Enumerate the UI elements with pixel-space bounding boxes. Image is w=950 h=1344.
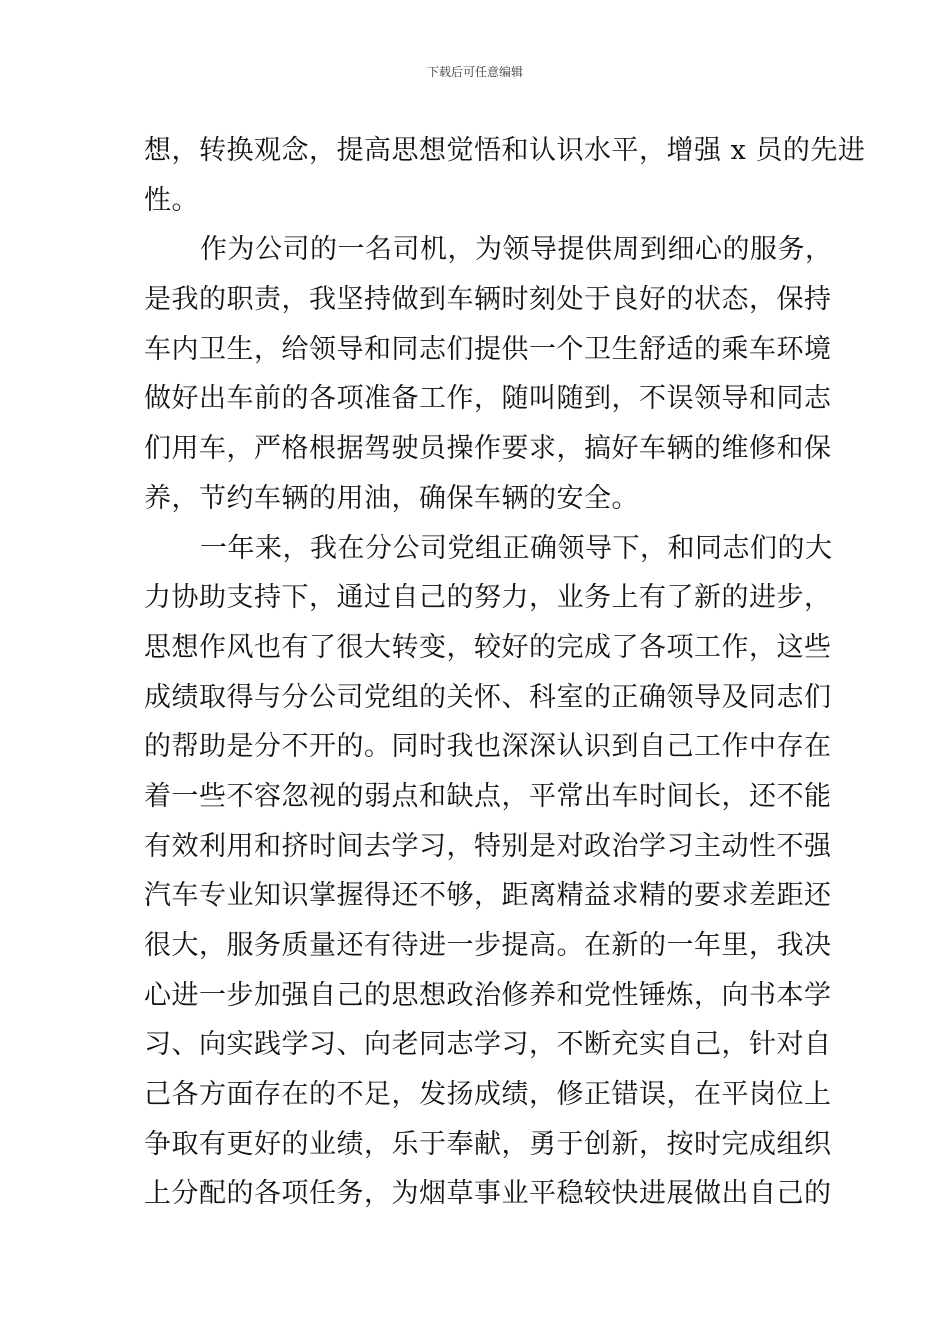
text-line: 上分配的各项任务，为烟草事业平稳较快进展做出自己的: [144, 1178, 832, 1210]
text-line: 成绩取得与分公司党组的关怀、科室的正确领导及同志们: [144, 681, 832, 713]
text-line: 很大，服务质量还有待进一步提高。在新的一年里，我决: [144, 930, 832, 961]
paragraph-start-line: 一年来，我在分公司党组正确领导下，和同志们的大: [200, 532, 833, 564]
text-line: 养，节约车辆的用油，确保车辆的安全。: [144, 482, 639, 514]
text-line: 己各方面存在的不足，发扬成绩，修正错误，在平岗位上: [144, 1079, 832, 1111]
text-line: 着一些不容忽视的弱点和缺点，平常出车时间长，还不能: [144, 780, 832, 812]
text-line: 力协助支持下，通过自己的努力，业务上有了新的进步，: [144, 582, 832, 614]
text-line: 想，转换观念，提高思想觉悟和认识水平，增强 x 员的先进: [144, 135, 866, 166]
text-line: 有效利用和挤时间去学习，特别是对政治学习主动性不强: [144, 830, 832, 862]
text-line: 车内卫生，给领导和同志们提供一个卫生舒适的乘车环境: [144, 333, 832, 365]
text-line: 争取有更好的业绩，乐于奉献，勇于创新，按时完成组织: [144, 1128, 832, 1160]
page-header-note: 下载后可任意编辑: [426, 65, 523, 79]
text-line: 做好出车前的各项准备工作，随叫随到，不误领导和同志: [144, 383, 832, 415]
text-line: 是我的职责，我坚持做到车辆时刻处于良好的状态，保持: [144, 284, 832, 316]
document-body: [144, 126, 866, 1219]
text-line: 的帮助是分不开的。同时我也深深认识到自己工作中存在: [144, 731, 832, 763]
text-line: 性。: [144, 184, 199, 216]
text-line: 心进一步加强自己的思想政治修养和党性锤炼，向书本学: [144, 979, 832, 1011]
paragraph-start-line: 作为公司的一名司机，为领导提供周到细心的服务，: [200, 234, 833, 266]
text-line: 思想作风也有了很大转变，较好的完成了各项工作，这些: [144, 631, 832, 663]
text-line: 们用车，严格根据驾驶员操作要求，搞好车辆的维修和保: [144, 433, 832, 465]
text-line: 习、向实践学习、向老同志学习，不断充实自己，针对自: [144, 1029, 832, 1061]
text-line: 汽车专业知识掌握得还不够，距离精益求精的要求差距还: [144, 880, 832, 912]
